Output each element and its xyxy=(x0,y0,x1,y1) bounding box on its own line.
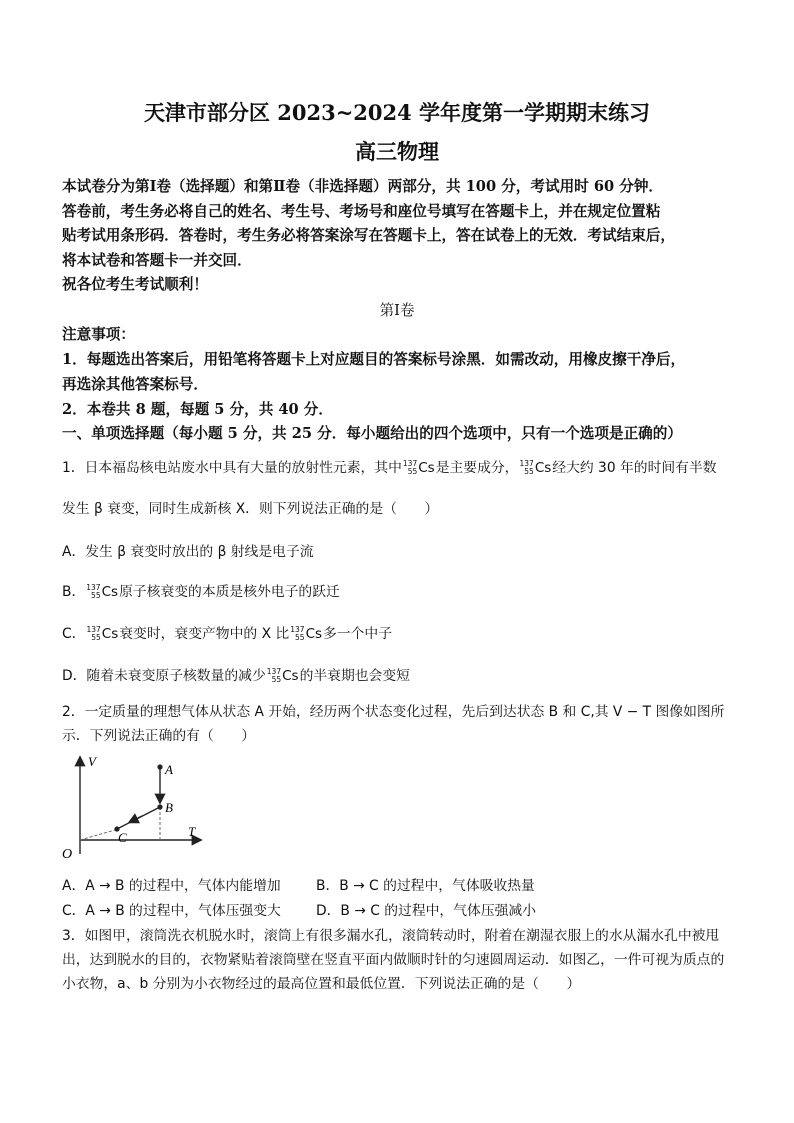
subject-title: 高三物理 xyxy=(355,139,439,164)
q1-line-1 xyxy=(62,456,736,476)
cs-isotope xyxy=(267,668,299,684)
q1-text-c: 经大约 30 年的时间有半数 xyxy=(552,460,717,476)
q3-line-1: 3．如图甲，滚筒洗衣机脱水时，滚筒上有很多漏水孔，滚筒转动时，附着在潮湿衣服上的水从漏水孔中被甩 xyxy=(62,928,720,944)
q1-option-d xyxy=(62,664,736,684)
option-text: D．随着未衰变原子核数量的减少 xyxy=(62,668,266,684)
isotope-mass: 137 xyxy=(86,583,101,592)
intro-line-5: 祝各位考生考试顺利！ xyxy=(62,276,208,293)
cs-isotope xyxy=(86,584,118,600)
note-1b: 再选涂其他答案标号． xyxy=(62,376,208,393)
isotope-symbol: Cs xyxy=(305,626,323,642)
note-1a: 1．每题选出答案后，用铅笔将答题卡上对应题目的答案标号涂黑．如需改动，用橡皮擦干净后， xyxy=(62,351,686,368)
q1-option-c xyxy=(62,622,736,642)
q2-option-b: B．B → C 的过程中，气体吸收热量 xyxy=(316,878,535,894)
intro-line-1: 本试卷分为第Ⅰ卷（选择题）和第Ⅱ卷（非选择题）两部分，共 100 分，考试用时 60 分钟． xyxy=(62,178,664,195)
point-c-label: C xyxy=(118,830,127,845)
option-text: 衰变时，衰变产物中的 X 比 xyxy=(119,626,290,642)
exam-title: 天津市部分区 2023~2024 学年度第一学期期末练习 xyxy=(143,100,651,125)
isotope-atomic: 55 xyxy=(91,591,101,600)
point-b-label: B xyxy=(165,800,173,815)
q2-line-2: 示．下列说法正确的有（ ） xyxy=(62,728,256,744)
point-a xyxy=(157,764,162,769)
q2-option-d: D．B → C 的过程中，气体压强减小 xyxy=(316,903,537,919)
option-text: 多一个中子 xyxy=(323,626,393,642)
intro-line-3: 贴考试用条形码．答卷时，考生务必将答案涂写在答题卡上，答在试卷上的无效．考试结束后， xyxy=(62,227,675,244)
q1-option-b xyxy=(62,580,736,600)
q2-option-c: C．A → B 的过程中，气体压强变大 xyxy=(62,903,281,919)
option-text: 的半衰期也会变短 xyxy=(299,668,410,684)
isotope-mass: 137 xyxy=(86,625,101,634)
isotope-atomic: 55 xyxy=(407,467,418,476)
isotope-symbol: Cs xyxy=(282,668,299,684)
isotope-mass: 137 xyxy=(290,625,305,634)
point-b xyxy=(157,804,162,809)
q2-line-1: 2．一定质量的理想气体从状态 A 开始，经历两个状态变化过程，先后到达状态 B 和 C,其 V − T 图像如图所 xyxy=(62,704,725,720)
isotope-symbol: Cs xyxy=(418,460,435,476)
isotope-mass: 137 xyxy=(266,667,282,676)
option-text: 原子核衰变的本质是核外电子的跃迁 xyxy=(119,584,340,600)
q1-text-b: 是主要成分， xyxy=(435,460,519,476)
isotope-atomic: 55 xyxy=(271,675,282,684)
cs-isotope xyxy=(403,460,435,476)
notes-title: 注意事项： xyxy=(62,326,135,343)
note-2: 2．本卷共 8 题，每题 5 分，共 40 分． xyxy=(62,401,333,418)
isotope-atomic: 55 xyxy=(524,467,534,476)
origin-extension xyxy=(80,830,115,840)
isotope-symbol: Cs xyxy=(101,626,119,642)
part-1-heading: 一、单项选择题（每小题 5 分，共 25 分．每小题给出的四个选项中，只有一个选项是正确的） xyxy=(62,425,682,442)
intro-line-4: 将本试卷和答题卡一并交回． xyxy=(62,252,252,269)
t-axis-label: T xyxy=(188,824,196,839)
isotope-symbol: Cs xyxy=(534,460,552,476)
q3-line-3: 小衣物，a、b 分别为小衣物经过的最高位置和最低位置．下列说法正确的是（ ） xyxy=(62,976,581,992)
origin-label: O xyxy=(62,847,73,862)
point-a-label: A xyxy=(165,762,173,777)
v-axis-label: V xyxy=(88,754,96,769)
option-letter: C． xyxy=(62,626,86,642)
q2-option-a: A．A → B 的过程中，气体内能增加 xyxy=(62,878,281,894)
cs-isotope xyxy=(290,626,322,642)
q3-line-2: 出，达到脱水的目的，衣物紧贴着滚筒壁在竖直平面内做顺时针的匀速圆周运动．如图乙，一件可视为质点的 xyxy=(62,952,725,968)
vt-graph xyxy=(60,752,210,864)
isotope-mass: 137 xyxy=(402,459,418,468)
volume-heading: 第Ⅰ卷 xyxy=(379,302,415,319)
isotope-atomic: 55 xyxy=(295,633,305,642)
cs-isotope xyxy=(86,626,118,642)
q1-option-a: A．发生 β 衰变时放出的 β 射线是电子流 xyxy=(62,544,314,560)
q1-line-2: 发生 β 衰变，同时生成新核 X．则下列说法正确的是（ ） xyxy=(62,501,439,517)
intro-line-2: 答卷前，考生务必将自己的姓名、考生号、考场号和座位号填写在答题卡上，并在规定位置粘 xyxy=(62,203,661,220)
option-letter: B． xyxy=(62,584,86,600)
isotope-symbol: Cs xyxy=(101,584,119,600)
cs-isotope xyxy=(519,460,551,476)
isotope-atomic: 55 xyxy=(91,633,101,642)
isotope-mass: 137 xyxy=(519,459,534,468)
arrow-b-to-c xyxy=(130,816,142,822)
q1-text-a: 1．日本福岛核电站废水中具有大量的放射性元素，其中 xyxy=(62,460,402,476)
